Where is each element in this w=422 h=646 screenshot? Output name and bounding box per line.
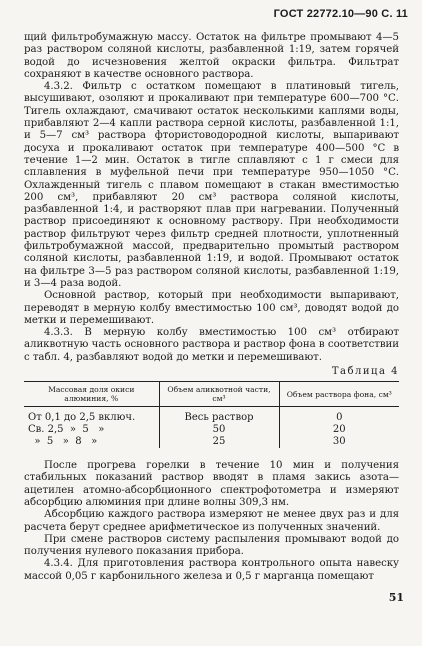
paragraph: Основной раствор, который при необходимости выпаривают, переводят в мерную колбу вместимостью 100 см³, доводят водой до метки и перемешивают. (24, 290, 399, 326)
paragraph: После прогрева горелки в течение 10 мин и получения стабильных показаний раствор вводят в пламя закись азота—ацетилен атомно-абсорбционного спектрофотометра и измеряют абсорбцию алюминия при длине волны 309,3 нм. (24, 460, 399, 508)
document-body (24, 32, 399, 583)
data-table (24, 381, 399, 448)
table-cell: Св. 2,5 » 5 » (28, 424, 105, 436)
table-cell: 30 (279, 436, 399, 448)
table-caption: Таблица 4 (331, 366, 399, 378)
paragraph: 4.3.3. В мерную колбу вместимостью 100 см³ отбирают аликвотную часть основного раствора и раствор фона в соответствии с табл. 4, разбавляют водой до метки и перемешивают. (24, 327, 399, 363)
paragraph: 4.3.2. Фильтр с остатком помещают в платиновый тигель, высушивают, озоляют и прокаливают при температуре 600—700 °С. Тигель охлаждают, смачивают остаток несколькими каплями воды, прибавляют 2—4 капли раствора серной кислоты, разбавленной 1:1, и 5—7 см³ раствора фтористоводородной кислоты, выпаривают досуха и прокаливают остаток при температуре 400—500 °С в течение 1—2 мин. Остаток в тигле сплавляют с 1 г смеси для сплавления в муфельной печи при температуре 950—1050 °С. Охлажденный тигель с плавом помещают в стакан вместимостью 200 см³, прибавляют 20 см³ раствора соляной кислоты, разбавленной 1:4, и растворяют плав при нагревании. Полученный раствор присоединяют к основному раствору. При необходимости раствор фильтруют через фильтр средней плотности, уплотненный фильтробумажной массой, предварительно промытый раствором соляной кислоты, разбавленной 1:19, и водой. Промывают остаток на фильтре 3—5 раз раствором соляной кислоты, разбавленной 1:19, и 3—4 раза водой. (24, 81, 399, 289)
table-row (24, 424, 399, 436)
table-cell: 20 (279, 424, 399, 436)
page-number: 51 (388, 591, 404, 604)
table-cell: От 0,1 до 2,5 включ. (28, 412, 136, 424)
table-cell: 50 (159, 424, 279, 436)
paragraph: Абсорбцию каждого раствора измеряют не менее двух раз и для расчета берут среднее арифметическое из полученных значений. (24, 509, 399, 533)
table-row (24, 436, 399, 448)
paragraph: При смене растворов систему распыления промывают водой до получения нулевого показания прибора. (24, 533, 399, 558)
table-cell: Весь раствор (159, 407, 279, 425)
table-cell: 0 (279, 407, 399, 425)
paragraph: 4.3.4. Для приготовления раствора контрольного опыта навеску массой 0,05 г карбонильного железа и 0,5 г марганца помещают (24, 558, 399, 582)
table-cell: » 5 » 8 » (28, 436, 98, 448)
table-header-cell: Объем раствора фона, см³ (279, 382, 399, 407)
table-header-cell: Массовая доля окиси алюминия, % (24, 382, 159, 407)
table-header-row (24, 382, 399, 407)
page-header: ГОСТ 22772.10—90 С. 11 (273, 8, 408, 20)
paragraphs-before-table (24, 32, 399, 364)
paragraphs-after-table (24, 460, 399, 583)
table-header-cell: Объем аликвотной части, см³ (159, 382, 279, 407)
paragraph: щий фильтробумажную массу. Остаток на фильтре промывают 4—5 раз раствором соляной кислоты, разбавленной 1:19, затем горячей водой до исчезновения желтой окраски фильтра. Фильтрат сохраняют в качестве основного раствора. (24, 32, 399, 80)
table-row (24, 407, 399, 425)
table-cell: 25 (159, 436, 279, 448)
